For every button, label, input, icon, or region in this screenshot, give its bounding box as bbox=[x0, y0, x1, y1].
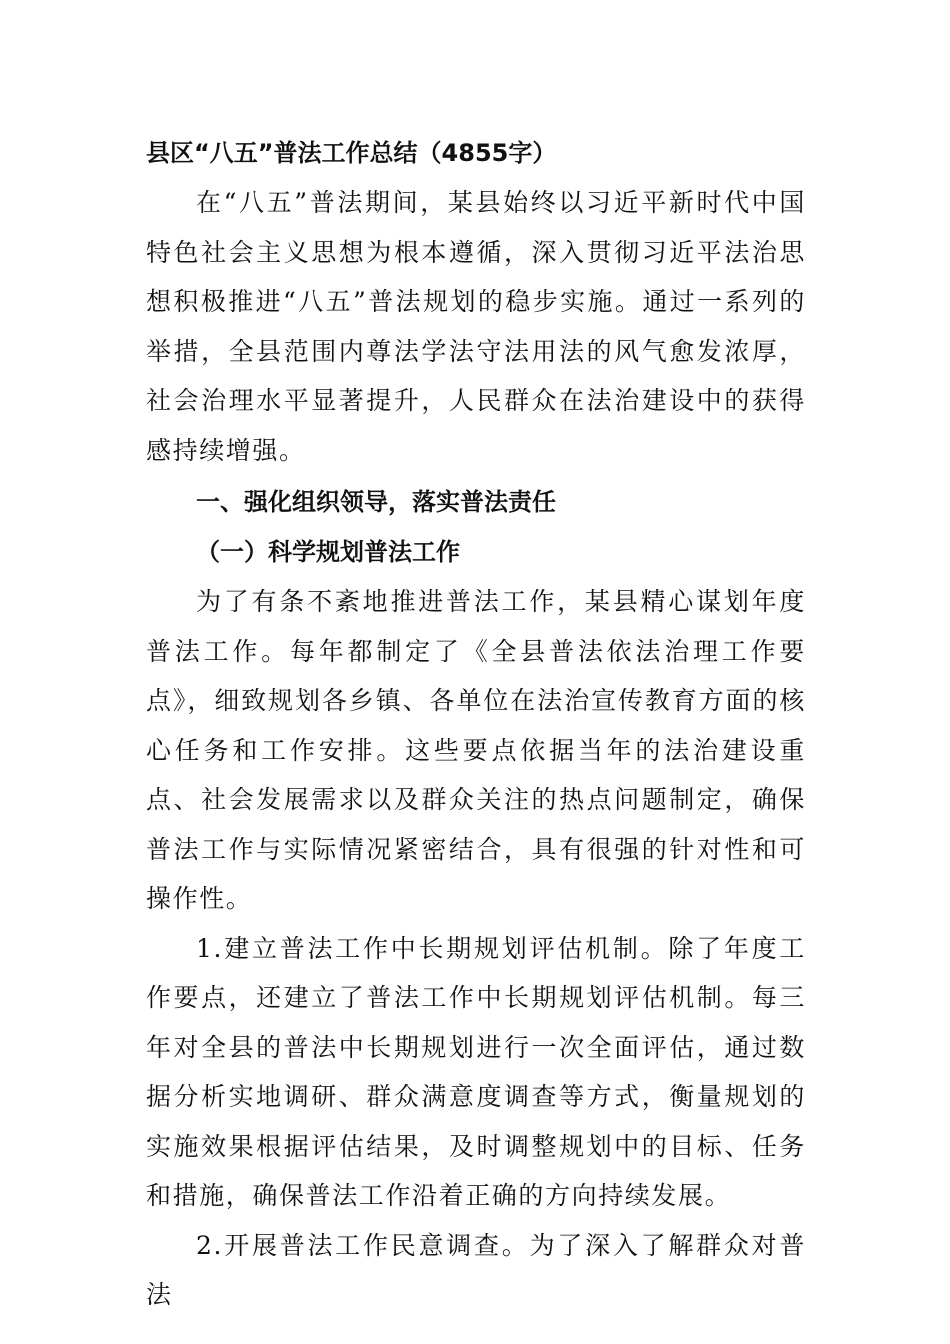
intro-paragraph: 在“八五”普法期间，某县始终以习近平新时代中国特色社会主义思想为根本遵循，深入贯彻习近平法治思想积极推进“八五”普法规划的稳步实施。通过一系列的举措，全县范围内尊法学法守法用法的风气愈发浓厚，社会治理水平显著提升，人民群众在法治建设中的获得感持续增强。 bbox=[146, 188, 806, 465]
document-body bbox=[146, 128, 806, 1320]
section-heading-1: 一、强化组织领导，落实普法责任 bbox=[196, 488, 556, 516]
body-paragraph-3: 2.开展普法工作民意调查。为了深入了解群众对普法 bbox=[146, 1230, 806, 1309]
document-title: 县区“八五”普法工作总结（4855字） bbox=[146, 139, 557, 167]
sub-heading-1: （一）科学规划普法工作 bbox=[196, 538, 460, 566]
body-paragraph-1: 为了有条不紊地推进普法工作，某县精心谋划年度普法工作。每年都制定了《全县普法依法治理工作要点》，细致规划各乡镇、各单位在法治宣传教育方面的核心任务和工作安排。这些要点依据当年的法治建设重点、社会发展需求以及群众关注的热点问题制定，确保普法工作与实际情况紧密结合，具有很强的针对性和可操作性。 bbox=[146, 587, 806, 913]
body-paragraph-2: 1.建立普法工作中长期规划评估机制。除了年度工作要点，还建立了普法工作中长期规划评估机制。每三年对全县的普法中长期规划进行一次全面评估，通过数据分析实地调研、群众满意度调查等方式，衡量规划的实施效果根据评估结果，及时调整规划中的目标、任务和措施，确保普法工作沿着正确的方向持续发展。 bbox=[146, 933, 806, 1210]
